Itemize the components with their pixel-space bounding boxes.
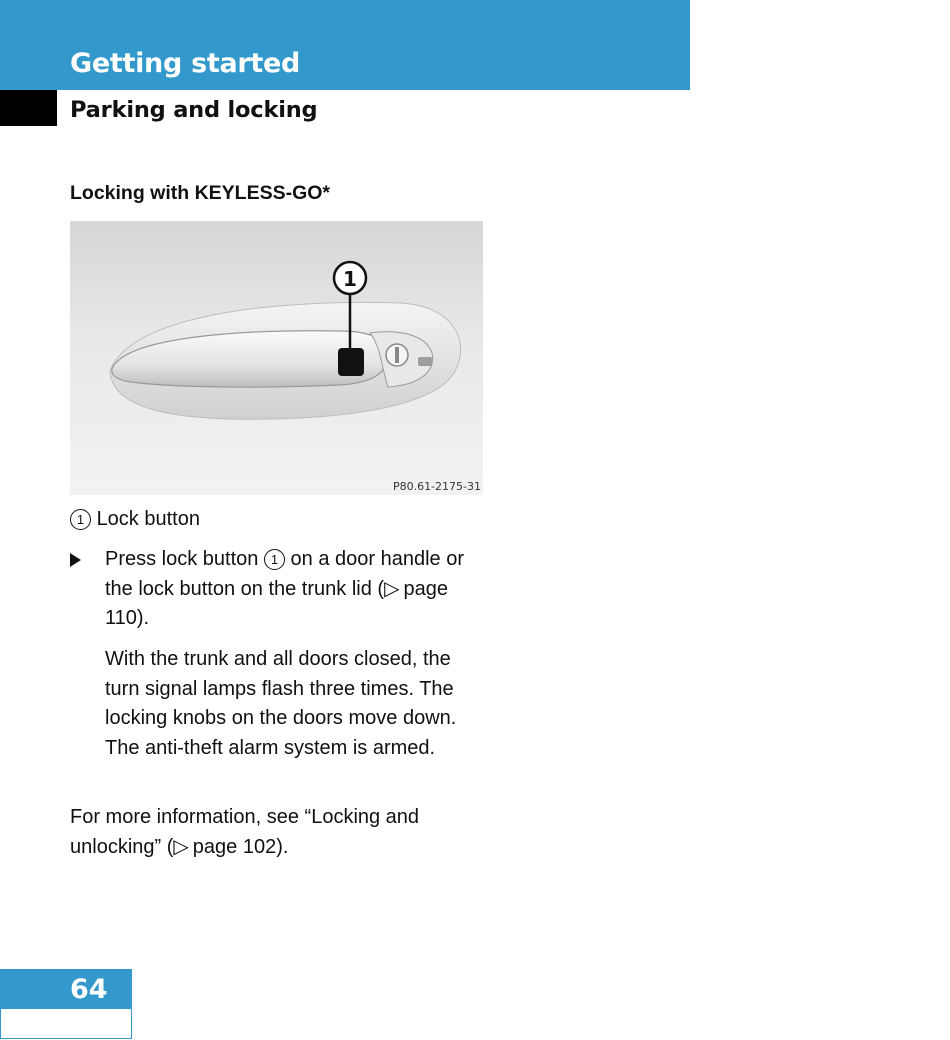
step-result: With the trunk and all doors closed, the turn signal lamps flash three times. The locking knobs on the doors move down. The anti-theft alarm system is armed.	[105, 648, 457, 759]
page-number-box-outline	[0, 1009, 132, 1039]
figure-code: P80.61-2175-31	[392, 480, 481, 493]
legend-label: Lock button	[96, 508, 200, 530]
page-ref-110: page 110	[105, 577, 448, 629]
legend-marker: 1	[70, 509, 91, 530]
step-marker: 1	[264, 549, 285, 570]
page-ref-arrow-icon: ▷	[173, 835, 193, 858]
page-ref-arrow-icon: ▷	[384, 577, 404, 600]
more-information: For more information, see “Locking and unlocking” (▷ page 102).	[70, 806, 420, 858]
chapter-title: Getting started	[70, 48, 301, 79]
page-number: 64	[70, 974, 108, 1005]
page-ref-102: page 102	[192, 835, 277, 858]
legend-lock-button	[70, 505, 200, 535]
figure-callout-1: 1	[343, 267, 357, 291]
section-title: Parking and locking	[70, 97, 318, 123]
step-instruction: Press lock button 1 on a door handle or the lock button on the trunk lid (▷ page 110).	[105, 548, 464, 629]
step-arrow-icon	[70, 553, 81, 567]
subheading: Locking with KEYLESS-GO*	[70, 182, 331, 204]
section-tab-marker	[0, 90, 57, 126]
door-handle-figure	[70, 221, 483, 495]
door-handle-illustration	[70, 221, 483, 495]
page-number-box	[0, 969, 132, 1009]
